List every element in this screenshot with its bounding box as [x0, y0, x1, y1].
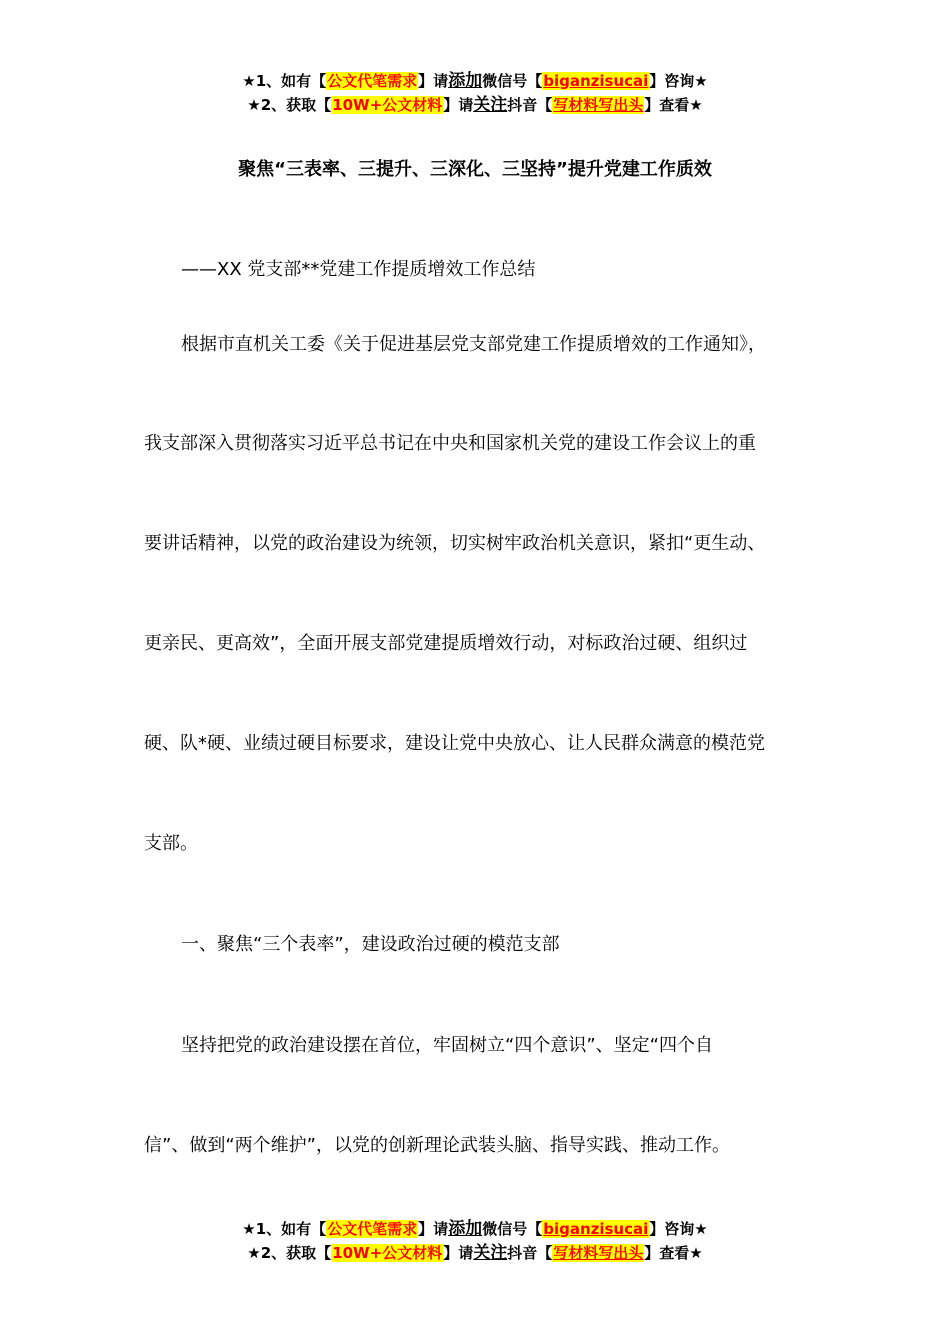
paragraph-line: 信”、做到“两个维护”，以党的创新理论武装头脑、指导实践、推动工作。 — [144, 1135, 730, 1156]
paragraph-line: 根据市直机关工委《关于促进基层党支部党建工作提质增效的工作通知》， — [181, 334, 766, 355]
paragraph-line: 坚持把党的政治建设摆在首位，牢固树立“四个意识”、坚定“四个自 — [181, 1035, 713, 1056]
paragraph-line: 硬、队*硬、业绩过硬目标要求，建设让党中央放心、让人民群众满意的模范党 — [144, 733, 765, 754]
service-highlight: 公文代笔需求 — [327, 1220, 418, 1238]
paragraph-line: 更亲民、更高效”，全面开展支部党建提质增效行动，对标政治过硬、组织过 — [144, 633, 748, 654]
document-subtitle: ——XX 党支部**党建工作提质增效工作总结 — [181, 259, 536, 280]
materials-highlight: 10W+公文材料 — [332, 96, 443, 114]
promo-line-2: ★2、获取【10W+公文材料】请关注抖音【写材料写出头】查看★ — [247, 1243, 703, 1263]
document-title: 聚焦“三表率、三提升、三深化、三坚持”提升党建工作质效 — [238, 159, 712, 180]
section-heading: 一、聚焦“三个表率”，建设政治过硬的模范支部 — [181, 934, 560, 955]
paragraph-line: 支部。 — [144, 833, 198, 854]
paragraph-line: 要讲话精神，以党的政治建设为统领，切实树牢政治机关意识，紧扣“更生动、 — [144, 533, 766, 554]
promo-line-1: ★1、如有【公文代笔需求】请添加微信号【biganzisucai】咨询★ — [242, 71, 708, 91]
promo-banner-bottom — [0, 1218, 950, 1266]
douyin-account-link[interactable]: 写材料写出头 — [553, 1244, 644, 1262]
promo-banner-top — [0, 70, 950, 118]
promo-line-2: ★2、获取【10W+公文材料】请关注抖音【写材料写出头】查看★ — [247, 95, 703, 115]
wechat-id-link[interactable]: biganzisucai — [543, 1220, 649, 1238]
wechat-id-link[interactable]: biganzisucai — [543, 72, 649, 90]
service-highlight: 公文代笔需求 — [327, 72, 418, 90]
materials-highlight: 10W+公文材料 — [332, 1244, 443, 1262]
douyin-account-link[interactable]: 写材料写出头 — [553, 96, 644, 114]
paragraph-line: 我支部深入贯彻落实习近平总书记在中央和国家机关党的建设工作会议上的重 — [144, 433, 756, 454]
promo-line-1: ★1、如有【公文代笔需求】请添加微信号【biganzisucai】咨询★ — [242, 1219, 708, 1239]
